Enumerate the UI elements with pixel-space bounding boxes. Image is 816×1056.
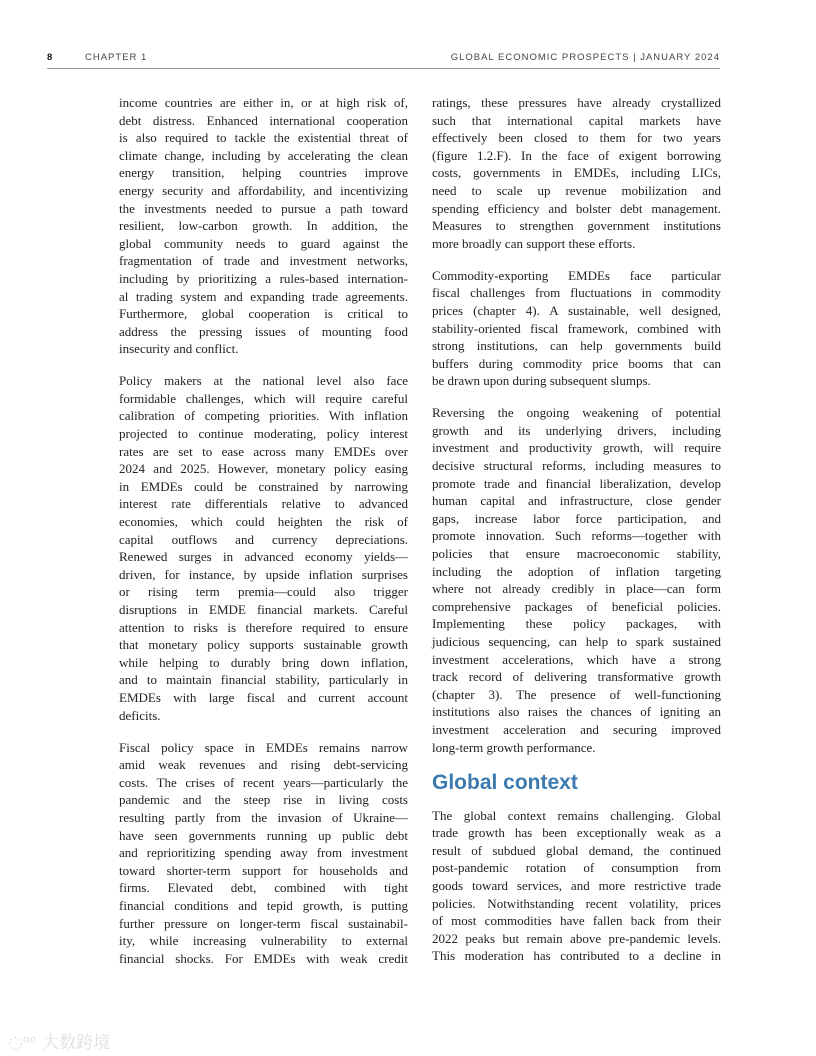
text-line: disruptions in EMDE financial markets. Careful <box>119 602 408 618</box>
text-line: effectively been closed to them for two years <box>432 130 721 146</box>
chapter-label: CHAPTER 1 <box>85 52 148 63</box>
header-rule <box>47 68 720 69</box>
text-line: Renewed surges in advanced economy yields— <box>119 549 408 565</box>
text-line: Reversing the ongoing weakening of potential <box>432 405 721 421</box>
text-line: such that international capital markets have <box>432 112 721 128</box>
text-line: promote innovation. Such reforms—together with <box>432 528 721 544</box>
text-line: global community needs to guard against the <box>119 235 408 251</box>
text-line: Measures to strengthen government institutions <box>432 218 721 234</box>
text-line: including the adoption of inflation targeting <box>432 563 721 579</box>
text-line: projected to continue moderating, policy interest <box>119 426 408 442</box>
paragraph <box>432 267 721 390</box>
text-line: costs, governments in EMDEs, including LICs, <box>432 165 721 181</box>
text-line: amid weak revenues and rising debt-servicing <box>119 757 408 773</box>
text-line: address the pressing issues of mounting food <box>119 323 408 339</box>
paragraph <box>432 404 721 756</box>
text-line: be drawn upon during subsequent slumps. <box>432 373 651 389</box>
text-line: Commodity-exporting EMDEs face particular <box>432 267 721 283</box>
text-line: ratings, these pressures have already crystallized <box>432 95 721 110</box>
text-line: and reprioritizing spending away from investment <box>119 845 408 861</box>
text-line: (figure 1.2.F). In the face of exigent borrowing <box>432 147 721 163</box>
text-line: long-term growth performance. <box>432 739 596 755</box>
text-line: economies, which could heighten the risk of <box>119 514 408 530</box>
text-line: fiscal challenges from fluctuations in commodity <box>432 285 721 301</box>
text-line: including by prioritizing a rules-based internation- <box>119 270 408 286</box>
text-line: pandemic and the steep rise in living costs <box>119 792 408 808</box>
text-line: result of subdued global demand, the continued <box>432 842 721 858</box>
text-line: that monetary policy supports sustainable growth <box>119 637 408 653</box>
text-line: (chapter 3). The presence of well-functioning <box>432 686 721 702</box>
text-line: formidable challenges, which will require careful <box>119 390 408 406</box>
text-line: growth and its underlying drivers, including <box>432 422 721 438</box>
text-line: energy transition, helping countries improve <box>119 165 408 181</box>
text-line: human capital and infrastructure, close gender <box>432 493 721 509</box>
text-line: judicious sequencing, can help to spark sustained <box>432 634 721 649</box>
text-line: investment and productivity growth, will require <box>432 440 721 456</box>
text-line: or rising term premia—could also trigger <box>119 584 408 600</box>
publication-title: GLOBAL ECONOMIC PROSPECTS | JANUARY 2024 <box>450 52 720 63</box>
text-line: firms. Elevated debt, combined with tight <box>119 880 408 896</box>
text-line: calibration of competing priorities. With inflation <box>119 408 408 424</box>
watermark-text: 大数跨境 <box>42 1033 111 1053</box>
text-line: promote trade and financial liberalization, develop <box>432 475 721 491</box>
text-line: rates are set to ease across many EMDEs over <box>119 443 408 459</box>
text-line: 2022 peaks but remain above pre-pandemic levels. <box>432 930 721 946</box>
text-line: resulting partly from the invasion of Ukraine— <box>119 809 408 825</box>
watermark-logo: ◌ᵒᵒ 大数跨境 <box>8 1033 111 1053</box>
text-line: This moderation has contributed to a decline in <box>432 948 721 964</box>
text-line: the investments needed to pursue a path toward <box>119 200 408 216</box>
text-line: buffers during commodity price booms that can <box>432 355 721 371</box>
text-line: where not already credibly in place—can form <box>432 581 721 597</box>
text-line: interest rate differentials relative to advanced <box>119 496 408 512</box>
text-line: gaps, increase labor force participation, and <box>432 510 721 526</box>
paragraph <box>432 807 721 965</box>
text-line: costs. The crises of recent years—particularly the <box>119 774 408 790</box>
text-line: further pressure on longer-term fiscal sustainabil- <box>119 915 408 931</box>
text-line: The global context remains challenging. Global <box>432 807 721 823</box>
paragraph <box>119 94 408 358</box>
text-line: 2024 and 2025. However, monetary policy easing <box>119 461 408 477</box>
text-line: financial shocks. For EMDEs with weak credit <box>119 950 408 966</box>
text-line: and to maintain financial stability, particularly in <box>119 672 408 688</box>
text-line: investment accelerations, which have a strong <box>432 651 721 667</box>
text-line: debt distress. Enhanced international cooperation <box>119 112 408 128</box>
text-line: have seen governments running up public debt <box>119 827 408 843</box>
text-line: stability-oriented fiscal framework, combined with <box>432 320 721 336</box>
text-line: capital outflows and currency depreciations. <box>119 531 408 547</box>
text-line: in EMDEs could be constrained by narrowing <box>119 478 408 494</box>
paragraph <box>432 94 721 252</box>
text-line: toward shorter-term support for households and <box>119 862 408 878</box>
text-line: institutions also raises the chances of igniting an <box>432 704 721 720</box>
text-line: energy security and affordability, and incentivizing <box>119 182 408 198</box>
right-column <box>432 94 721 979</box>
text-line: strong institutions, can help governments build <box>432 338 721 354</box>
text-line: Implementing these policy packages, with <box>432 616 721 632</box>
text-line: attention to risks is therefore required to ensure <box>119 619 408 635</box>
paragraph <box>119 739 408 968</box>
text-line: track record of delivering transformative growth <box>432 669 721 685</box>
paragraph <box>119 372 408 724</box>
text-line: Furthermore, global cooperation is critical to <box>119 306 408 322</box>
section-heading: Global context <box>432 770 578 794</box>
text-line: financial conditions and tepid growth, is putting <box>119 897 408 913</box>
text-line: prices (chapter 4). A sustainable, well designed, <box>432 302 721 318</box>
text-line: al trading system and expanding trade agreements. <box>119 288 408 304</box>
text-line: driven, for instance, by upside inflation surprises <box>119 566 408 582</box>
text-line: resilient, low-carbon growth. In addition, the <box>119 218 408 234</box>
text-line: ity, while increasing vulnerability to external <box>119 933 408 949</box>
text-line: deficits. <box>119 707 161 723</box>
text-line: policies. Notwithstanding recent volatility, prices <box>432 895 721 911</box>
text-line: EMDEs with large fiscal and current account <box>119 689 408 705</box>
text-line: more broadly can support these efforts. <box>432 235 636 251</box>
text-line: need to scale up revenue mobilization and <box>432 182 721 198</box>
text-line: investment acceleration and securing improved <box>432 721 721 737</box>
page-number: 8 <box>47 52 53 63</box>
text-line: climate change, including by accelerating the clean <box>119 147 408 163</box>
text-line: spending efficiency and bolster debt management. <box>432 200 721 216</box>
text-line: trade growth has been exceptionally weak as a <box>432 825 721 841</box>
text-line: goods toward services, and more restrictive trade <box>432 877 721 893</box>
left-column <box>119 94 408 982</box>
text-line: income countries are either in, or at high risk of, <box>119 95 408 110</box>
text-line: post-pandemic rotation of consumption from <box>432 860 721 876</box>
text-line: comprehensive packages of beneficial policies. <box>432 598 721 614</box>
text-line: policies that ensure macroeconomic stability, <box>432 546 721 562</box>
text-line: Policy makers at the national level also face <box>119 373 408 389</box>
text-line: while helping to durably bring down inflation, <box>119 654 408 670</box>
text-line: is also required to tackle the existential threat of <box>119 130 408 146</box>
text-line: fragmentation of trade and investment networks, <box>119 253 408 269</box>
text-line: insecurity and conflict. <box>119 341 239 357</box>
text-line: decisive structural reforms, including measures to <box>432 458 721 474</box>
text-line: of most commodities have fallen back from their <box>432 913 721 929</box>
text-line: Fiscal policy space in EMDEs remains narrow <box>119 739 408 755</box>
